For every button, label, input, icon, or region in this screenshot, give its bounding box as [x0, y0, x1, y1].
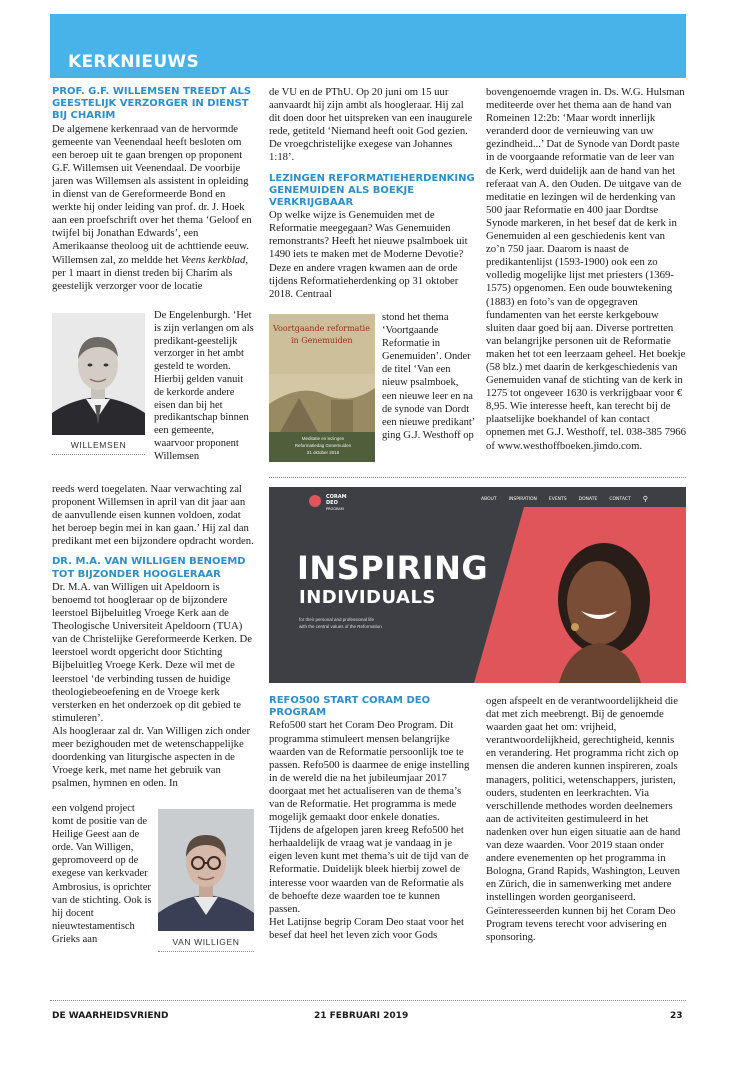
article2-paragraph: Als hoogleraar zal dr. Van Willigen zich onder meer bezighouden met de wetenschappelijke doordenking van liturgische aspecten in de Vroege kerk, met name het gebruik van psalmen, hymnen en oden. In	[52, 724, 251, 790]
article1-paragraph: De algemene kerkenraad van de hervormde gemeente van Veenendaal heeft besloten om een beroep uit te gaan brengen op proponent G.F. Willemsen uit Veenendaal. De voorbije jaren was Willemsen als assistent in opleiding in dienst van de Gereformeerde Bond en werkte hij onder leiding van prof. dr. J. Hoek aan een proefschrift over het thema ‘Geloof en twijfel bij Jonathan Edwards’, een Amerikaanse theoloog uit de achttiende eeuw.	[52, 122, 252, 253]
article4-heading: REFO500 START CORAM DEO PROGRAM	[269, 695, 431, 719]
coram-deo-website-screenshot	[269, 487, 686, 683]
article2-paragraph: de VU en de PThU. Op 20 juni om 15 uur aanvaardt hij zijn ambt als hoogleraar. Hij zal dit doen door het uitspreken van een inaugurele rede, getiteld ‘Niemand heeft ooit God gezien. De vroegchristelijke exegese van Johannes 1:18’.	[269, 86, 473, 164]
footer-divider	[50, 1000, 686, 1001]
nav-contact[interactable]: CONTACT	[609, 497, 631, 502]
website-headline: INDIVIDUALS	[299, 587, 436, 608]
website-tagline: for their personal and professional life	[299, 617, 375, 622]
nav-donate[interactable]: DONATE	[578, 497, 598, 502]
section-title: KERKNIEUWS	[68, 52, 200, 72]
article2-wrap-text: een volgend project komt de positie van de Heilige Geest aan de orde. Van Willigen, gepromoveerd op de exegese van kerkvader Ambrosius, is oprichter van de stichting. Ook is hij docent nieuwtestamentisch Grieks aan	[52, 803, 152, 945]
article3-paragraph: Op welke wijze is Genemuiden met de Reformatie meegegaan? Was Genemuiden remonstrants? Heeft het nieuwe psalmboek uit 1490 iets te maken met de Moderne Devotie? Deze en andere vragen kwamen aan de orde tijdens Reformatieherdenking op 31 oktober 2018. Centraal	[269, 209, 468, 300]
article2-heading: DR. M.A. VAN WILLIGEN BENOEMD TOT BIJZONDER HOOGLERAAR	[52, 556, 246, 580]
book-title: in Genemuiden	[291, 336, 353, 345]
article4-paragraph: Geïnteresseerden kunnen bij het Coram Deo Program tevens terecht voor advisering en sponsoring.	[486, 904, 676, 943]
article3-paragraph: bovengenoemde vragen in. Ds. W.G. Hulsman mediteerde over het thema aan de hand van Romeinen 12:2b: ‘Maar wordt innerlijk veranderd door de vernieuwing van uw gezindheid...’ Dat de Synode van Dordt paste in de voorgaande reformatie van de leer van de Kerk, werd duidelijk aan de hand van het referaat van A. den Ouden. De uitgave van de meditatie en lezingen wil de herdenking van 500 jaar Reformatie en 400 jaar Dordtse Synode markeren, in het besef dat de kerk in Genemuiden al een geschiedenis kent van zo’n 750 jaar. Daarom is naast de predikantenlijst (1593-1900) ook een zo volledig mogelijke lijst met priesters (1369-1575) opgenomen. Een oude bouwtekening (1883) en foto’s van de opgegraven fundamenten van het eerste kerkgebouw sluiten daar goed bij aan. Diverse portretten van belangrijke personen uit de Reformatie maken het tot een leerzaam geheel. Het boekje (58 blz.) met daarin de kerkgeschiedenis van Genemuiden vanaf de stichting van de kerk in 1275 tot ongeveer 1630 is verkrijgbaar voor € 8,95. Wie interesse heeft, kan terecht bij de plaatselijke boekhandel of kan contact opnemen met G.J. Westhoff, tel. 038-385 7966 of www.westhoffboeken.jimdo.com.	[486, 86, 686, 452]
article3-heading: LEZINGEN REFORMATIEHERDENKING GENEMUIDEN ALS BOEKJE VERKRIJGBAAR	[269, 172, 475, 208]
book-cover-image	[269, 314, 375, 462]
van-willigen-caption: VAN WILLIGEN	[158, 937, 254, 952]
article4-column-right	[486, 695, 686, 944]
van-willigen-photo	[158, 809, 254, 931]
footer-publication: DE WAARHEIDSVRIEND	[52, 1011, 169, 1021]
book-subtitle: 31 oktober 2018	[306, 450, 340, 455]
article1-paragraph: Willemsen zal, zo meldde het Veens kerkblad, per 1 maart in dienst treden bij Charim als geestelijk verzorger voor de locatie	[52, 253, 249, 292]
website-logo	[326, 494, 347, 512]
article4-column-left	[269, 695, 472, 942]
book-title: Voortgaande reformatie	[273, 324, 370, 333]
nav-events[interactable]: EVENTS	[548, 497, 567, 502]
footer-page-number: 23	[670, 1011, 683, 1021]
logo-text: DEO	[326, 500, 338, 506]
column-3	[486, 86, 686, 453]
footer-date: 21 FEBRUARI 2019	[314, 1011, 409, 1021]
article4-paragraph: Refo500 start het Coram Deo Program. Dit programma stimuleert mensen belangrijke waarden van de Reformatie persoonlijk toe te passen. Refo500 is daarmee de enige instelling in de wereld die na het jubileumjaar 2017 doorgaat met het actualiseren van de thema’s van de Reformatie. Het programma is mede mogelijk gemaakt door enkele donaties.	[269, 719, 470, 824]
website-tagline: with the central values of the Reformation	[299, 624, 382, 629]
nav-about[interactable]: ABOUT	[481, 497, 497, 502]
article1-wrap-text: De Engelenburgh. ‘Het is zijn verlangen om als predikant-geestelijk verzorger in het ambt gesteld te worden. Hierbij gelden vanuit de kerkorde andere eisen dan bij het predikantschap binnen een gemeente, waarvoor proponent Willemsen	[154, 310, 254, 462]
article3-wrap-text: stond het thema ‘Voortgaande Reformatie in Genemuiden’. Onder de titel ‘Van een nieuw psalmboek, een nieuwe leer en na de synode van Dordt een nieuwe predikant’ ging G.J. Westhoff op	[382, 312, 475, 441]
article4-paragraph: ogen afspeelt en de verantwoordelijkheid die dat met zich meebrengt. Bij de genoemde waarden gaat het om: vrijheid, verantwoordelijkheid, gerechtigheid, kennis en verandering. Het programma richt zich op mensen die anderen kunnen inspireren, zoals managers, politici, wetenschappers, juristen, ouders, studenten en leerkrachten. Via verschillende methodes worden deelnemers aan de activiteiten gestimuleerd in het nadenken over hun eigen situatie aan de hand van deze waarden. Voor 2019 staan onder andere evenementen op het programma in Bologna, Grand Rapids, Washington, Leuven en Zürich, die in samenwerking met andere instellingen worden georganiseerd.	[486, 695, 681, 904]
book-subtitle: Meditatie en lezingen	[301, 436, 345, 441]
article2-paragraph: Dr. M.A. van Willigen uit Apeldoorn is benoemd tot hoogleraar op de bijzondere leerstoel Bijbeluitleg Vroege Kerk aan de Theologische Universiteit Apeldoorn (TUA) van de Christelijke Gereformeerde Kerken. De leerstoel wordt opgericht door Stichting Bijbeluitleg Vroege Kerk. Deze wil met de leerstoel ‘de verbinding tussen de huidige theologiebeoefening en de Vroege kerk versterken en het onderzoek op dit gebied te stimuleren’.	[52, 580, 253, 724]
article4-paragraph: Het Latijnse begrip Coram Deo staat voor het besef dat heel het leven zich voor Gods	[269, 915, 464, 941]
article1-paragraph: reeds werd toegelaten. Naar verwachting zal proponent Willemsen in april van dit jaar aan de aanvullende eisen kunnen voldoen, zodat het beroep begin mei in kan gaan.’ Hij zal dan predikant met een bijzondere opdracht worden.	[52, 483, 254, 548]
article4-paragraph: Tijdens de afgelopen jaren kreeg Refo500 het herhaaldelijk de vraag wat je vandaag in je eigen leven kunt met thema’s uit de tijd van de Reformatie. Duidelijk bleek hierbij zowel de interesse voor waarden van de Reformatie als de behoefte deze waarden toe te kunnen passen.	[269, 824, 469, 915]
divider	[269, 477, 686, 478]
search-icon[interactable]: ⚲	[642, 495, 648, 503]
column-1-continued	[52, 483, 254, 790]
section-banner	[50, 14, 686, 78]
column-2	[269, 86, 475, 301]
willemsen-caption: WILLEMSEN	[52, 440, 145, 455]
column-1	[52, 86, 254, 293]
nav-inspiration[interactable]: INSPIRATION	[508, 497, 537, 502]
website-nav	[481, 497, 648, 503]
willemsen-photo	[52, 313, 145, 435]
book-subtitle: Reformatiedag Genemuiden	[294, 443, 352, 448]
logo-text: CORAM	[326, 494, 347, 500]
logo-text: PROGRAM	[326, 507, 344, 511]
article1-heading: PROF. G.F. WILLEMSEN TREEDT ALS GEESTELIJK VERZORGER IN DIENST BIJ CHARIM	[52, 86, 252, 122]
website-headline: INSPIRING	[297, 549, 489, 587]
